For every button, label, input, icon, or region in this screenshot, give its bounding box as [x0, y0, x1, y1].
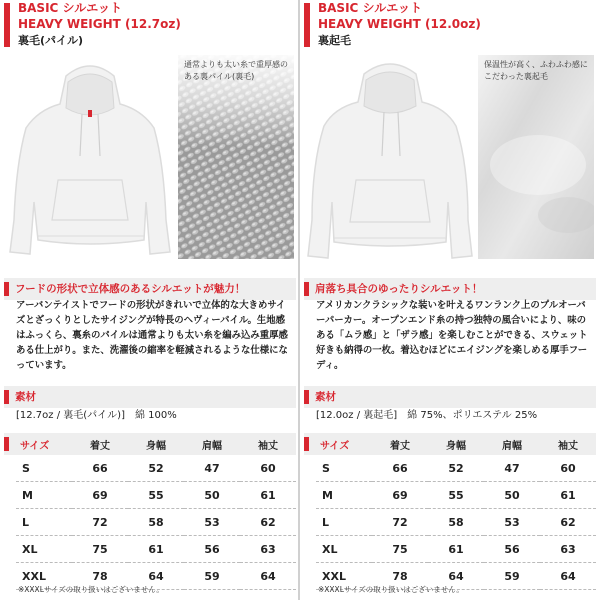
value-cell: 78	[372, 563, 428, 590]
value-cell: 53	[484, 509, 540, 536]
col-width: 身幅	[428, 433, 484, 455]
value-cell: 63	[540, 536, 596, 563]
col-width: 身幅	[128, 433, 184, 455]
value-cell: 64	[540, 563, 596, 590]
value-cell: 62	[540, 509, 596, 536]
material-text: [12.7oz / 裏毛(パイル)] 綿 100%	[16, 410, 177, 421]
col-length: 着丈	[372, 433, 428, 455]
size-note: ※XXXLサイズの取り扱いはございません。	[318, 585, 464, 594]
header-accent-bar	[4, 3, 10, 47]
value-cell: 61	[540, 482, 596, 509]
value-cell: 72	[372, 509, 428, 536]
size-table-header	[16, 433, 296, 455]
product-fabric: 裏毛(パイル)	[18, 34, 84, 47]
size-heading: サイズ	[316, 433, 372, 455]
value-cell: 69	[372, 482, 428, 509]
col-shoulder: 肩幅	[484, 433, 540, 455]
material-text: [12.0oz / 裏起毛] 綿 75%、ポリエステル 25%	[316, 410, 538, 421]
size-cell: XXL	[16, 563, 72, 590]
feature-heading: フードの形状で立体感のあるシルエットが魅力！	[15, 283, 246, 295]
value-cell: 62	[240, 509, 296, 536]
material-heading: 素材	[15, 391, 36, 403]
hoodie-image	[4, 52, 176, 264]
value-cell: 58	[128, 509, 184, 536]
size-heading: サイズ	[16, 433, 72, 455]
size-cell: XL	[16, 536, 72, 563]
fabric-texture-fleece	[478, 55, 594, 259]
feature-description: アメリカンクラシックな装いを叶えるワンランク上のプルオーバーパーカー。オープンエンド糸の持つ独特の風合いにより、味のある「ムラ感」と「ザラ感」を楽しむことができる、スウェット好きも納得の一枚。着込むほどにエイジングを楽しめる厚手フーディ。	[316, 300, 588, 371]
value-cell: 66	[72, 455, 128, 482]
fabric-texture-pile	[178, 55, 294, 259]
product-title-line1: BASIC シルエット	[18, 1, 122, 15]
size-cell: S	[16, 455, 72, 482]
product-title-line1: BASIC シルエット	[318, 1, 422, 15]
value-cell: 47	[484, 455, 540, 482]
size-cell: XXL	[316, 563, 372, 590]
product-column-left	[4, 0, 296, 600]
value-cell: 61	[428, 536, 484, 563]
value-cell: 55	[428, 482, 484, 509]
product-column-right	[304, 0, 596, 600]
heading-accent	[4, 390, 9, 404]
feature-heading-bar	[304, 278, 596, 300]
table-row	[316, 482, 596, 509]
value-cell: 75	[72, 536, 128, 563]
product-header	[4, 0, 296, 52]
product-fabric: 裏起毛	[318, 34, 351, 47]
heading-accent	[304, 282, 309, 296]
value-cell: 61	[240, 482, 296, 509]
col-sleeve: 袖丈	[240, 433, 296, 455]
value-cell: 50	[484, 482, 540, 509]
heading-accent	[4, 282, 9, 296]
feature-heading-bar	[4, 278, 296, 300]
value-cell: 50	[184, 482, 240, 509]
table-row	[16, 482, 296, 509]
value-cell: 72	[72, 509, 128, 536]
table-row	[316, 536, 596, 563]
table-row	[16, 455, 296, 482]
size-table	[16, 433, 296, 590]
value-cell: 64	[428, 563, 484, 590]
size-cell: M	[16, 482, 72, 509]
material-heading-bar	[4, 386, 296, 408]
value-cell: 53	[184, 509, 240, 536]
table-row	[316, 455, 596, 482]
size-cell: L	[316, 509, 372, 536]
heading-accent	[304, 437, 309, 451]
size-cell: M	[316, 482, 372, 509]
hoodie-image	[304, 52, 476, 264]
pile-texture-image	[178, 55, 294, 259]
header-accent-bar	[304, 3, 310, 47]
value-cell: 47	[184, 455, 240, 482]
value-cell: 59	[484, 563, 540, 590]
heading-accent	[304, 390, 309, 404]
value-cell: 69	[72, 482, 128, 509]
value-cell: 60	[540, 455, 596, 482]
table-row	[16, 509, 296, 536]
value-cell: 78	[72, 563, 128, 590]
table-row	[316, 509, 596, 536]
value-cell: 63	[240, 536, 296, 563]
product-title-weight: HEAVY WEIGHT (12.7oz)	[18, 17, 181, 31]
size-cell: L	[16, 509, 72, 536]
size-table-header	[316, 433, 596, 455]
product-title-weight: HEAVY WEIGHT (12.0oz)	[318, 17, 481, 31]
value-cell: 60	[240, 455, 296, 482]
value-cell: 59	[184, 563, 240, 590]
value-cell: 56	[484, 536, 540, 563]
size-cell: S	[316, 455, 372, 482]
size-cell: XL	[316, 536, 372, 563]
value-cell: 56	[184, 536, 240, 563]
column-divider	[298, 0, 300, 600]
value-cell: 58	[428, 509, 484, 536]
col-sleeve: 袖丈	[540, 433, 596, 455]
material-heading: 素材	[315, 391, 336, 403]
heading-accent	[4, 437, 9, 451]
texture-caption: 保温性が高く、ふわふわ感にこだわった裏起毛	[484, 60, 588, 81]
col-length: 着丈	[72, 433, 128, 455]
product-header	[304, 0, 596, 52]
value-cell: 75	[372, 536, 428, 563]
value-cell: 61	[128, 536, 184, 563]
feature-description: アーバンテイストでフードの形状がきれいで立体的な大きめサイズとざっくりとしたサイジングが特長のヘヴィーパイル。生地感はふっくら、裏糸のパイルは通常よりも太い糸を編み込み重厚感ある仕上がり。また、洗濯後の縮率を軽減されるような仕様になっています。	[16, 300, 288, 371]
value-cell: 52	[128, 455, 184, 482]
col-shoulder: 肩幅	[184, 433, 240, 455]
value-cell: 66	[372, 455, 428, 482]
texture-caption: 通常よりも太い糸で重厚感のある裏パイル(裏毛)	[184, 60, 288, 81]
table-row	[16, 536, 296, 563]
size-table	[316, 433, 596, 590]
material-heading-bar	[304, 386, 596, 408]
value-cell: 64	[240, 563, 296, 590]
value-cell: 52	[428, 455, 484, 482]
feature-heading: 肩落ち具合のゆったりシルエット！	[315, 283, 483, 295]
fleece-texture-image	[478, 55, 594, 259]
value-cell: 64	[128, 563, 184, 590]
size-note: ※XXXLサイズの取り扱いはございません。	[18, 585, 164, 594]
value-cell: 55	[128, 482, 184, 509]
